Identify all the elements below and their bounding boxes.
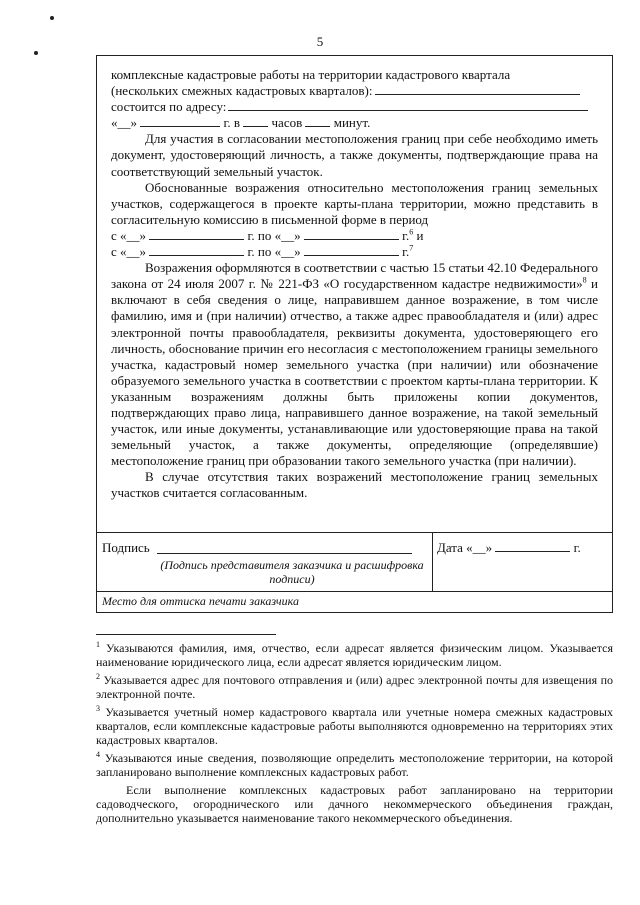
footnote-2-num: 2 — [96, 671, 100, 681]
footnote-3-num: 3 — [96, 703, 100, 713]
footnote-1 — [96, 641, 613, 670]
period2-quote-2: «__» — [274, 244, 301, 260]
blank-month-field — [140, 115, 220, 127]
blank-quarter-field — [375, 83, 580, 95]
signature-divider — [432, 532, 433, 591]
para-format-start: Возражения оформляются в соответствии с частью 15 статьи 42.10 Федерального закона от 24 июля 2007 г. № 221-ФЗ «О государственном кадастре недвижимости» — [111, 260, 598, 292]
blank-period-to — [304, 228, 399, 240]
body-line-3 — [111, 99, 598, 115]
period-from-label: с — [111, 227, 117, 243]
notice-body — [111, 67, 598, 502]
para-absent: В случае отсутствия таких возражений местоположение границ земельных участков считается согласованным. — [111, 469, 598, 501]
footnote-ref-7: 7 — [409, 243, 414, 253]
date-year: г. — [573, 540, 581, 555]
hours-label: часов — [271, 115, 303, 131]
period2-quote: «__» — [120, 244, 147, 260]
signature-bottom-rule — [97, 591, 612, 592]
footnote-4-text: Указываются иные сведения, позволяющие определить местоположение территории, на которой запланировано выполнение комплексных кадастровых работ. — [96, 750, 613, 780]
footnote-extra: Если выполнение комплексных кадастровых работ запланировано на территории садоводческого, огороднического или дачного некоммерческого объединения граждан, дополнительно указывается наименование такого некоммерческого объединения. — [96, 782, 613, 826]
body-line-2 — [111, 83, 598, 99]
period2-year: г. — [402, 244, 410, 260]
para-format — [111, 260, 598, 469]
period-to-label: г. по — [247, 227, 272, 243]
period-year: г. — [402, 227, 410, 243]
para-participation: Для участия в согласовании местоположения границ при себе необходимо иметь документ, удостоверяющий личность, а также документы, подтверждающие права на соответствующий земельный участок. — [111, 131, 598, 179]
body-line-1: комплексные кадастровые работы на территории кадастрового квартала — [111, 67, 511, 82]
date-quote: «__» — [466, 540, 493, 555]
period-quote: «__» — [120, 227, 147, 243]
para-format-rest: и включают в себя сведения о лице, направившем данное возражение, в том числе фамилию, имя и (при наличии) отчество, а также адрес правообладателя и (или) адрес электронной почты правообладателя, реквизиты документа, удостоверяющего его личность, обоснование причин его несогласия с местоположением границы земельного участка, кадастровый номер земельного участка (при наличии) или обозначение образуемого земельного участка в соответствии с проектом карты-плана территории. К указанным возражениям должны быть приложены копии документов, подтверждающих право лица, направившего данное возражение, на такой земельный участок, или иные документы, устанавливающие или удостоверяющие права на такой земельный участок, а также документы, определяющие (определявшие) местоположение границ при образовании такого земельного участка (при наличии). — [111, 276, 598, 469]
blank-minutes-field — [305, 115, 330, 127]
footnote-separator — [96, 634, 276, 635]
blank-hours-field — [243, 115, 268, 127]
signature-top-rule — [97, 532, 612, 533]
notice-frame — [96, 55, 613, 613]
footnote-3-text: Указывается учетный номер кадастрового квартала или учетные номера смежных кадастровых кварталов, если комплексные кадастровые работы выполняются одновременно на территориях этих кадастровых кварталов. — [96, 704, 613, 748]
blank-period2-from — [149, 244, 244, 256]
signature-label: Подпись — [102, 540, 150, 555]
date-quote: «__» — [111, 115, 137, 131]
footnote-4 — [96, 751, 613, 780]
period2-to-label: г. по — [247, 244, 272, 260]
footnote-ref-8: 8 — [582, 275, 587, 285]
address-label: состоится по адресу: — [111, 99, 227, 115]
stamp-place: Место для оттиска печати заказчика — [102, 594, 299, 608]
date-field — [437, 540, 581, 556]
blank-address-field — [228, 99, 588, 111]
date-label: Дата — [437, 540, 463, 555]
year-in-label: г. в — [223, 115, 241, 131]
blank-period2-to — [304, 244, 399, 256]
para-objections: Обоснованные возражения относительно местоположения границ земельных участков, содержащегося в проекте карты-плана территории, можно представить в согласительную комиссию в письменной форме в период — [111, 179, 598, 227]
footnote-2 — [96, 673, 613, 702]
period-quote-2: «__» — [274, 227, 301, 243]
signature-caption: (Подпись представителя заказчика и расшифровка подписи) — [160, 558, 424, 586]
period2-from-label: с — [111, 244, 117, 260]
margin-dot-bottom — [34, 51, 38, 55]
body-line-4 — [111, 115, 598, 131]
period-line-2 — [111, 244, 598, 260]
minutes-label: минут. — [333, 115, 371, 131]
footnotes — [96, 641, 613, 829]
blank-period-from — [149, 228, 244, 240]
period-line-1 — [111, 228, 598, 244]
body-line-2-text: (нескольких смежных кадастровых кварталов): — [111, 83, 373, 99]
period-and: и — [416, 227, 424, 243]
signature-line — [157, 553, 412, 554]
footnote-1-num: 1 — [96, 640, 100, 649]
blank-date-field — [495, 540, 570, 552]
footnote-ref-6: 6 — [409, 227, 414, 237]
page-number: 5 — [316, 34, 324, 49]
footnote-4-num: 4 — [96, 749, 100, 759]
margin-dot-top — [50, 16, 54, 20]
footnote-1-text: Указываются фамилия, имя, отчество, если адресат является физическим лицом. Указывается наименование юридического лица, если адресат является юридическим лицом. — [96, 641, 613, 670]
footnote-3 — [96, 705, 613, 748]
footnote-2-text: Указывается адрес для почтового отправления и (или) адрес электронной почты для извещения по электронной почте. — [96, 672, 613, 702]
